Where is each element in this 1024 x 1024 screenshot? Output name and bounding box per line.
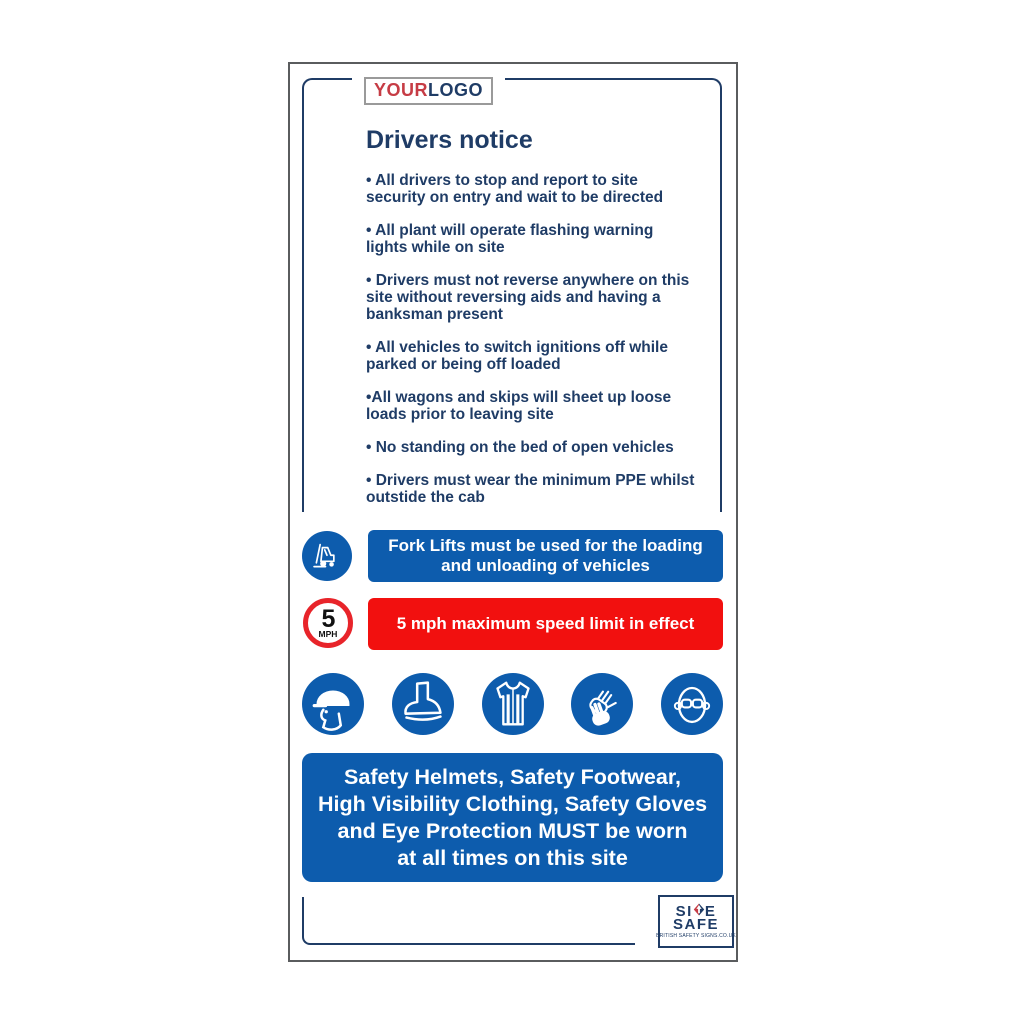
notice-bullet: • All drivers to stop and report to site security on entry and wait to be directed bbox=[366, 172, 664, 206]
eye-protection-icon bbox=[661, 673, 723, 735]
notice-bullet: • All plant will operate flashing warning lights while on site bbox=[366, 222, 654, 256]
notice-bullet-list bbox=[366, 172, 696, 506]
speed-row bbox=[302, 598, 723, 650]
footer-border-line bbox=[302, 897, 635, 945]
site-safe-word-safe: SAFE bbox=[672, 915, 719, 933]
ppe-banner-line: and Eye Protection MUST be worn bbox=[337, 818, 688, 843]
forklift-row bbox=[302, 530, 723, 582]
forklift-banner-line: and unloading of vehicles bbox=[441, 556, 650, 575]
forklift-icon bbox=[302, 531, 352, 581]
notice-bullet: • No standing on the bed of open vehicles bbox=[366, 439, 674, 456]
logo-wrap bbox=[352, 77, 505, 105]
notice-box bbox=[302, 78, 722, 512]
speed-banner-text: 5 mph maximum speed limit in effect bbox=[396, 614, 695, 633]
ppe-banner-line: at all times on this site bbox=[397, 845, 628, 870]
ppe-banner-line: Safety Helmets, Safety Footwear, bbox=[344, 764, 681, 789]
logo-text-logo: LOGO bbox=[428, 80, 484, 100]
your-logo-box bbox=[364, 77, 493, 105]
notice-bullet: • All vehicles to switch ignitions off while parked or being off loaded bbox=[366, 339, 668, 373]
forklift-banner bbox=[368, 530, 723, 582]
site-safe-e: E bbox=[704, 902, 717, 920]
speed-value: 5 bbox=[321, 604, 335, 633]
site-safe-si: SI bbox=[675, 902, 693, 920]
site-safe-tagline: BRITISH SAFETY SIGNS.CO.UK bbox=[656, 932, 736, 939]
logo-text-your: YOUR bbox=[374, 80, 429, 100]
speed-banner bbox=[368, 598, 723, 650]
high-visibility-clothing-icon bbox=[482, 673, 544, 735]
safety-footwear-icon bbox=[392, 673, 454, 735]
notice-bullet: •All wagons and skips will sheet up loose loads prior to leaving site bbox=[366, 389, 672, 423]
drivers-notice-sign bbox=[288, 62, 738, 962]
notice-title: Drivers notice bbox=[366, 126, 533, 154]
speed-limit-icon bbox=[303, 598, 353, 648]
forklift-banner-line: Fork Lifts must be used for the loading bbox=[388, 536, 703, 555]
safety-helmet-icon bbox=[302, 673, 364, 735]
notice-bullet: • Drivers must not reverse anywhere on this site without reversing aids and having a banksman present bbox=[366, 272, 690, 323]
notice-bullet: • Drivers must wear the minimum PPE whilst outstide the cab bbox=[366, 472, 695, 506]
site-safe-logo bbox=[658, 895, 734, 948]
ppe-banner-line: High Visibility Clothing, Safety Gloves bbox=[317, 791, 708, 816]
safety-gloves-icon bbox=[571, 673, 633, 735]
ppe-icons-row bbox=[302, 673, 723, 735]
speed-unit: MPH bbox=[318, 628, 338, 639]
site-safe-diamond-icon bbox=[693, 902, 705, 917]
ppe-banner bbox=[302, 753, 723, 882]
